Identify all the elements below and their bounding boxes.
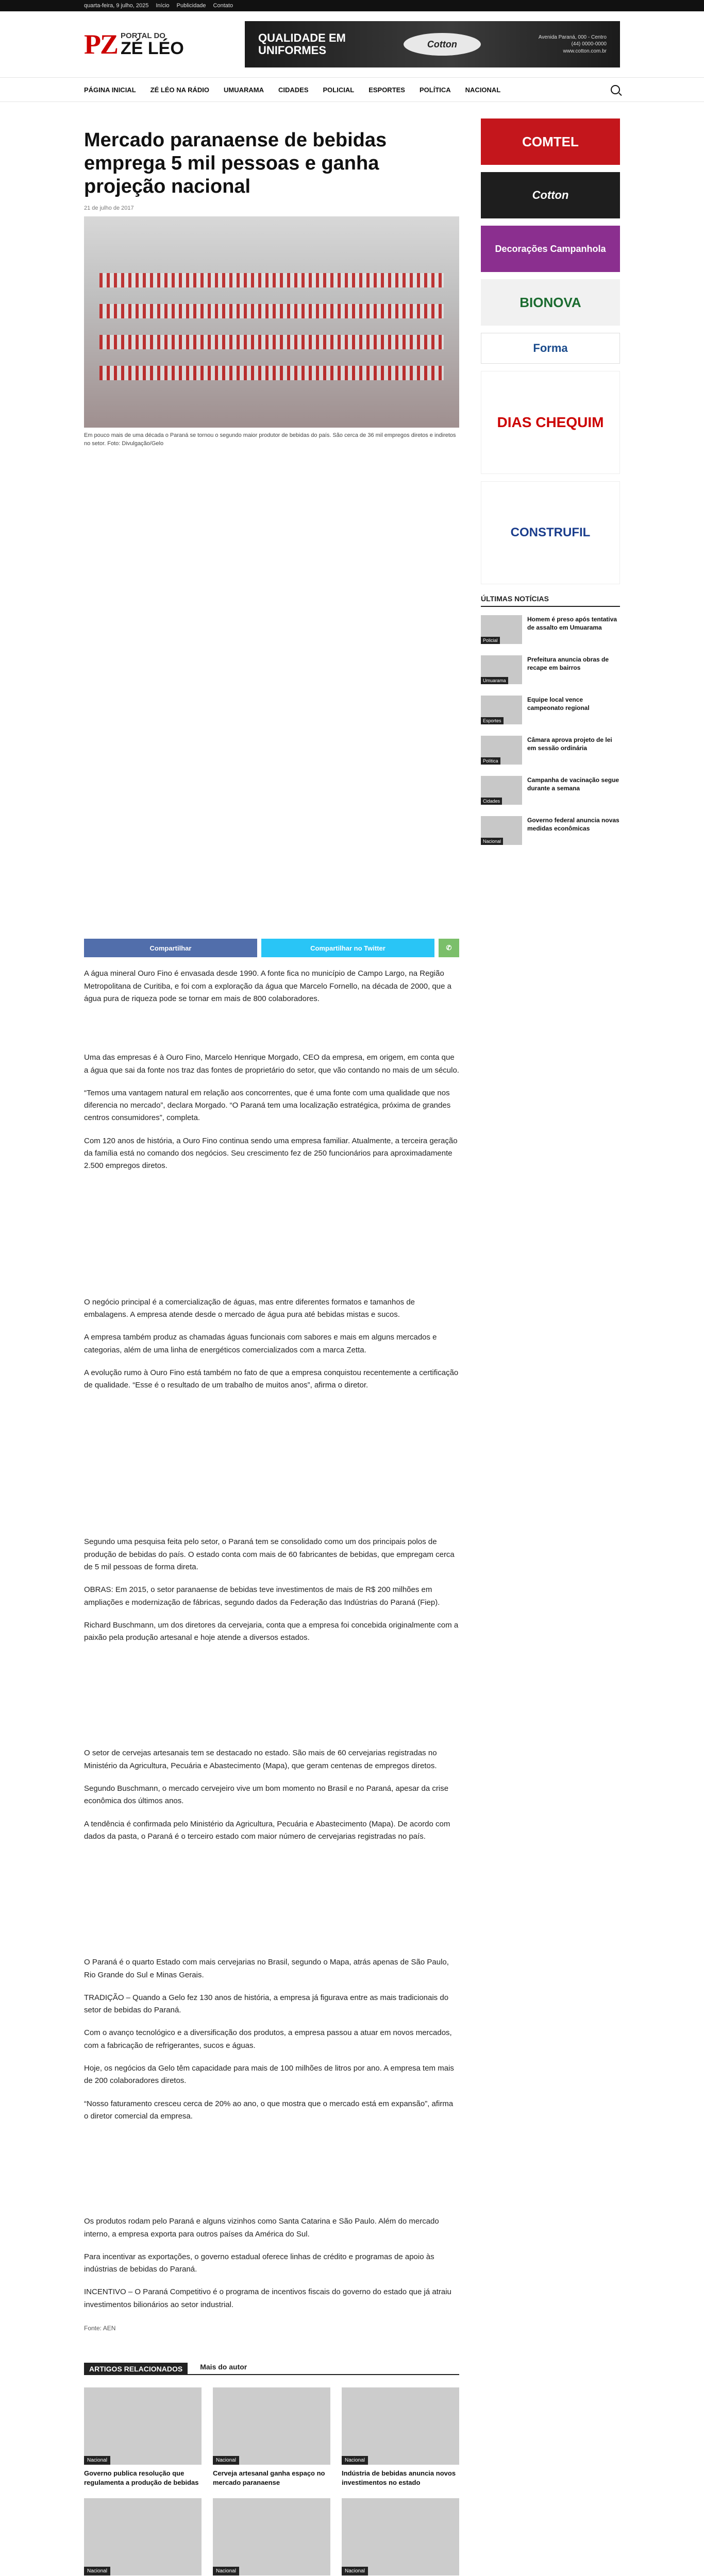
article-paragraph: “Temos uma vantagem natural em relação aos concorrentes, que é uma fonte com uma qualidade que nos diferencia no mercado”, declara Morgado. “O Paraná tem uma localização estratégica, próxima de grandes centros consumidores”, completa. (84, 1088, 451, 1123)
latest-thumbnail[interactable] (481, 776, 522, 805)
latest-thumbnail[interactable] (481, 696, 522, 724)
nav-ze-leo-na-radio[interactable]: ZÉ LÉO NA RÁDIO (150, 86, 209, 94)
latest-news-item[interactable] (481, 816, 620, 845)
sidebar-ad-bionova[interactable]: BIONOVA (481, 279, 620, 326)
latest-title[interactable]: Governo federal anuncia novas medidas econômicas (527, 817, 619, 833)
logo-big-text: ZÉ LÉO (121, 38, 184, 58)
article-paragraph: OBRAS: Em 2015, o setor paranaense de bebidas teve investimentos de mais de R$ 200 milhões em ampliações e modernização de fábricas, segundo dados da Federação das Indústrias do Paraná (Fiep). (84, 1585, 440, 1607)
article-paragraph: Para incentivar as exportações, o governo estadual oferece linhas de crédito e programas de apoio às indústrias de bebidas do Paraná. (84, 2252, 434, 2274)
article-paragraph: Com o avanço tecnológico e a diversificação dos produtos, a empresa passou a atuar em novos mercados, com a fabricação de refrigerantes, sucos e águas. (84, 2028, 452, 2050)
article-paragraph: O Paraná é o quarto Estado com mais cervejarias no Brasil, segundo o Mapa, atrás apenas de São Paulo, Rio Grande do Sul e Minas Gerais. (84, 1958, 449, 1979)
search-icon[interactable] (611, 85, 620, 94)
latest-news-item[interactable] (481, 736, 620, 765)
related-thumbnail[interactable] (84, 2387, 202, 2465)
related-tabs (84, 2363, 459, 2375)
nav-cidades[interactable]: CIDADES (278, 86, 309, 94)
latest-news-heading: ÚLTIMAS NOTÍCIAS (481, 595, 620, 607)
related-thumbnail[interactable] (342, 2387, 459, 2465)
site-header (0, 11, 704, 77)
latest-category[interactable]: Nacional (481, 838, 503, 845)
related-item[interactable] (342, 2387, 459, 2487)
latest-title[interactable]: Homem é preso após tentativa de assalto em Umuarama (527, 616, 617, 632)
related-item[interactable] (213, 2387, 330, 2487)
nav-umuarama[interactable]: UMUARAMA (224, 86, 264, 94)
article-paragraph: O negócio principal é a comercialização de águas, mas entre diferentes formatos e tamanhos de embalagens. A empresa atende desde o mercado de água pura até bebidas mistas e sucos. (84, 1297, 415, 1319)
article-source: Fonte: AEN (84, 2325, 116, 2332)
article-paragraph: Os produtos rodam pelo Paraná e alguns vizinhos como Santa Catarina e São Paulo. Além do mercado interno, a empresa exporta para outros países da América do Sul. (84, 2217, 439, 2239)
top-link-publicidade[interactable]: Publicidade (176, 3, 206, 9)
top-bar (0, 0, 704, 11)
nav-pagina-inicial[interactable]: PÁGINA INICIAL (84, 86, 136, 94)
article-paragraph: Hoje, os negócios da Gelo têm capacidade para mais de 100 milhões de litros por ano. A empresa tem mais de 200 colaboradores diretos. (84, 2064, 454, 2086)
latest-title[interactable]: Câmara aprova projeto de lei em sessão ordinária (527, 736, 612, 752)
related-thumbnail[interactable] (84, 2498, 202, 2575)
nav-politica[interactable]: POLÍTICA (419, 86, 451, 94)
article-paragraph: A água mineral Ouro Fino é envasada desde 1990. A fonte fica no município de Campo Largo, na Região Metropolitana de Curitiba, e foi com a exploração da água que Marcelo Fornello, na década de 2000, que a água pura de riqueza pode se tornar em mais de 800 colaboradores. (84, 969, 451, 1003)
article-paragraph: TRADIÇÃO – Quando a Gelo fez 130 anos de história, a empresa já figurava entre as mais tradicionais do setor de bebidas do Paraná. (84, 1993, 449, 2015)
latest-thumbnail[interactable] (481, 816, 522, 845)
related-category[interactable]: Nacional (342, 2456, 368, 2465)
article-paragraph: A empresa também produz as chamadas águas funcionais com sabores e mais em alguns mercados e categorias, além de uma linha de energéticos comercializados com a marca Zetta. (84, 1333, 437, 1354)
article-paragraph: A evolução rumo à Ouro Fino está também no fato de que a empresa conquistou recentemente a certificação de qualidade. “Esse é o resultado de um trabalho de muitos anos”, afirma o diretor. (84, 1368, 459, 1390)
banner-brand: Cotton (404, 33, 481, 56)
sidebar-ad-construfil[interactable]: CONSTRUFIL (481, 481, 620, 584)
latest-news-item[interactable] (481, 655, 620, 684)
article-paragraph: INCENTIVO – O Paraná Competitivo é o programa de incentivos fiscais do governo do estado que já atraiu investimentos bilionários ao setor industrial. (84, 2287, 451, 2309)
related-thumbnail[interactable] (213, 2498, 330, 2575)
related-grid (84, 2387, 459, 2576)
related-category[interactable]: Nacional (342, 2567, 368, 2575)
article-paragraph: Com 120 anos de história, a Ouro Fino continua sendo uma empresa familiar. Atualmente, a terceira geração da família está no comando dos negócios. Seu crescimento fez de 250 funcionários para aproximadamente 2.500 empregos diretos. (84, 1136, 458, 1171)
article-paragraph: A tendência é confirmada pelo Ministério da Agricultura, Pecuária e Abastecimento (Mapa). De acordo com dados da pasta, o Paraná é o terceiro estado com maior número de cervejarias registradas no país. (84, 1819, 450, 1841)
related-category[interactable]: Nacional (84, 2456, 110, 2465)
latest-category[interactable]: Policial (481, 637, 500, 644)
nav-nacional[interactable]: NACIONAL (465, 86, 501, 94)
nav-policial[interactable]: POLICIAL (323, 86, 355, 94)
banner-line2: UNIFORMES (258, 44, 326, 57)
top-link-inicio[interactable]: Início (156, 3, 170, 9)
latest-thumbnail[interactable] (481, 736, 522, 765)
header-ad-banner[interactable] (245, 21, 620, 67)
latest-thumbnail[interactable] (481, 615, 522, 644)
top-link-contato[interactable]: Contato (213, 3, 233, 9)
article-paragraph: Segundo Buschmann, o mercado cervejeiro vive um bom momento no Brasil e no Paraná, apesar da crise econômica dos últimos anos. (84, 1784, 449, 1806)
related-item[interactable] (342, 2498, 459, 2576)
related-title[interactable]: Indústria de bebidas anuncia novos investimentos no estado (342, 2469, 456, 2486)
sidebar-ad-comtel[interactable]: COMTEL (481, 118, 620, 165)
latest-category[interactable]: Cidades (481, 798, 502, 805)
article-date: 21 de julho de 2017 (84, 205, 134, 212)
latest-category[interactable]: Umuarama (481, 677, 508, 684)
article-column (84, 118, 459, 2576)
related-title[interactable]: Cerveja artesanal ganha espaço no mercado paranaense (213, 2469, 325, 2486)
share-whatsapp-button[interactable]: ✆ (439, 939, 459, 957)
related-category[interactable]: Nacional (213, 2567, 239, 2575)
latest-category[interactable]: Esportes (481, 717, 504, 724)
share-facebook-button[interactable]: Compartilhar (84, 939, 257, 957)
latest-title[interactable]: Prefeitura anuncia obras de recape em bairros (527, 656, 609, 672)
related-thumbnail[interactable] (342, 2498, 459, 2575)
tab-more-from-author[interactable]: Mais do autor (200, 2363, 247, 2371)
related-category[interactable]: Nacional (84, 2567, 110, 2575)
sidebar (481, 118, 620, 856)
banner-line1: QUALIDADE EM (258, 31, 346, 44)
article-paragraph: Uma das empresas é à Ouro Fino, Marcelo Henrique Morgado, CEO da empresa, em origem, em conta que a água que sai da fonte nos traz das fontes de proprietário do setor, que vão contando no mais de um século. (84, 1053, 459, 1075)
latest-title[interactable]: Campanha de vacinação segue durante a semana (527, 776, 619, 792)
article-paragraph: Richard Buschmann, um dos diretores da cervejaria, conta que a empresa foi concebida originalmente com a paixão pela produção artesanal e hoje atende a diversos estados. (84, 1620, 459, 1642)
latest-news-item[interactable] (481, 776, 620, 805)
sidebar-ad-forma[interactable]: Forma (481, 333, 620, 364)
latest-title[interactable]: Equipe local vence campeonato regional (527, 696, 590, 712)
site-logo[interactable] (84, 28, 184, 60)
article-paragraph: O setor de cervejas artesanais tem se destacado no estado. São mais de 60 cervejarias registradas no Ministério da Agricultura, Pecuária e Abastecimento (Mapa), que geram centenas de empregos diretos. (84, 1749, 437, 1770)
banner-info: Avenida Paraná, 000 - Centro (44) 0000-0000 www.cotton.com.br (538, 34, 607, 54)
latest-news-item[interactable] (481, 615, 620, 644)
tab-related-articles[interactable]: ARTIGOS RELACIONADOS (84, 2363, 188, 2375)
latest-news-item[interactable] (481, 696, 620, 724)
related-title[interactable]: Governo publica resolução que regulamenta a produção de bebidas (84, 2469, 199, 2486)
top-date: quarta-feira, 9 julho, 2025 (84, 3, 149, 9)
article-paragraph: “Nosso faturamento cresceu cerca de 20% ao ano, o que mostra que o mercado está em expansão”, afirma o diretor comercial da empresa. (84, 2099, 454, 2121)
related-item[interactable] (84, 2387, 202, 2487)
logo-small-text: PORTAL DO (121, 31, 165, 40)
latest-thumbnail[interactable] (481, 655, 522, 684)
article-title: Mercado paranaense de bebidas emprega 5 mil pessoas e ganha projeção nacional (84, 129, 387, 197)
related-item[interactable] (213, 2498, 330, 2576)
image-caption: Em pouco mais de uma década o Paraná se tornou o segundo maior produtor de bebidas do país. São cerca de 36 mil empregos diretos e indiretos no setor. Foto: Divulgação/Gelo (84, 432, 456, 447)
ad-space (84, 460, 459, 923)
related-category[interactable]: Nacional (213, 2456, 239, 2465)
logo-mark: PZ (84, 29, 118, 60)
related-item[interactable] (84, 2498, 202, 2576)
sidebar-ad-decoracoes[interactable]: Decorações Campanhola (481, 226, 620, 272)
sidebar-ad-dias-chequim[interactable]: DIAS CHEQUIM (481, 371, 620, 474)
article-body (84, 968, 459, 2311)
share-twitter-button[interactable]: Compartilhar no Twitter (261, 939, 434, 957)
article-paragraph: Segundo uma pesquisa feita pelo setor, o Paraná tem se consolidado como um dos principais polos de produção de bebidas do país. O estado conta com mais de 60 fabricantes de bebidas, que empregam cerca de 5 mil pessoas de forma direta. (84, 1537, 455, 1571)
related-thumbnail[interactable] (213, 2387, 330, 2465)
latest-category[interactable]: Política (481, 757, 500, 765)
article-hero-image (84, 216, 459, 428)
sidebar-ad-cotton[interactable]: Cotton (481, 172, 620, 218)
nav-esportes[interactable]: ESPORTES (368, 86, 405, 94)
main-nav (0, 77, 704, 102)
share-bar (84, 939, 459, 957)
